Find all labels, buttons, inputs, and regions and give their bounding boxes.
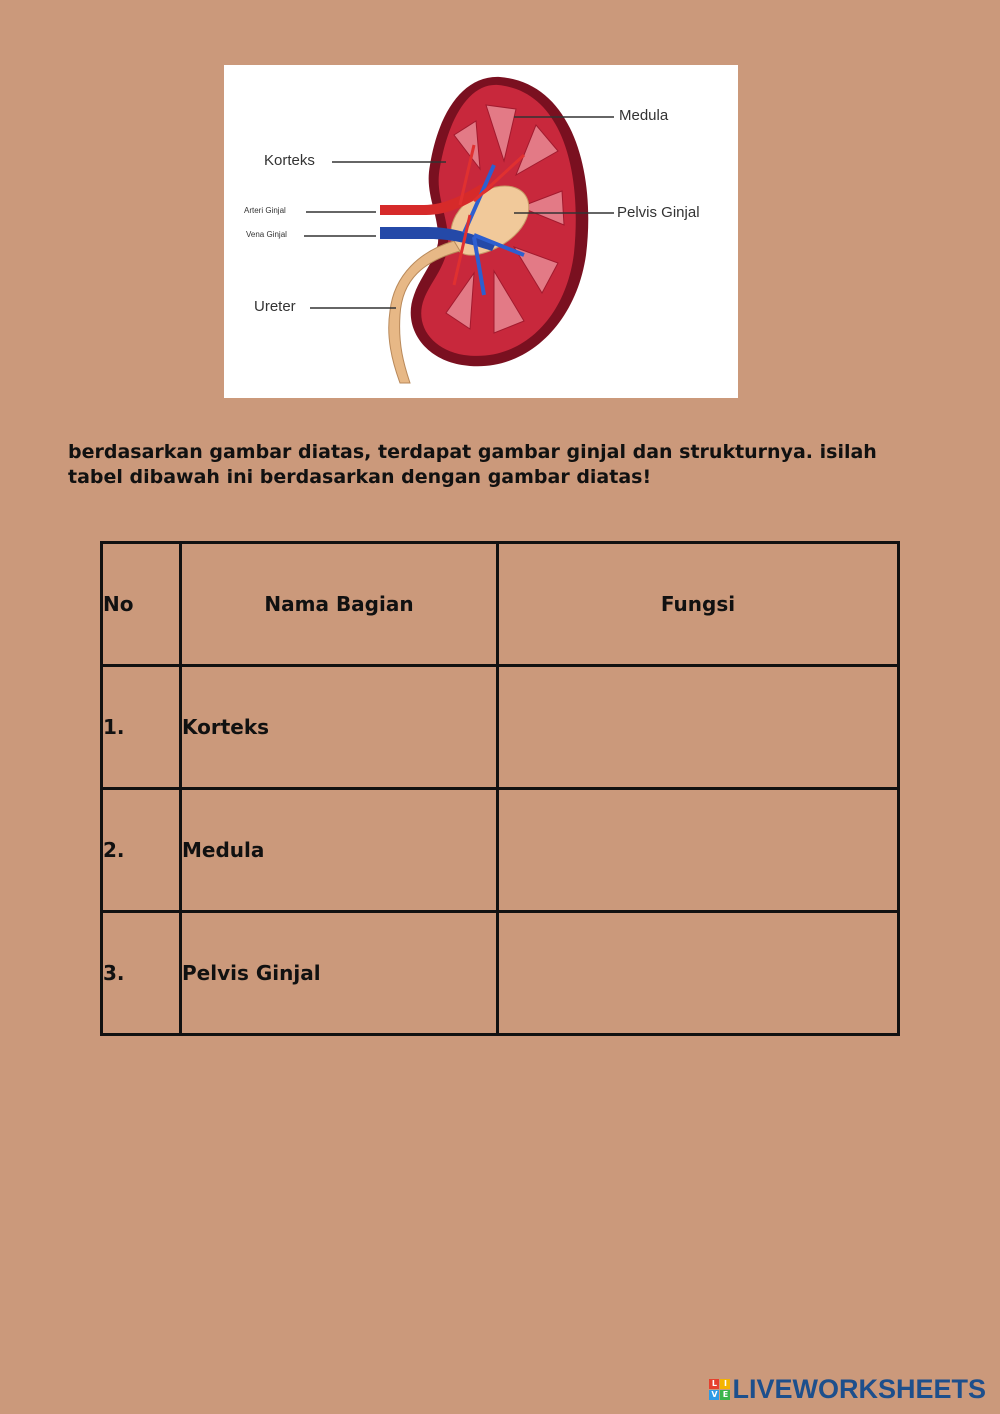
table-row bbox=[102, 666, 899, 789]
header-function: Fungsi bbox=[498, 543, 899, 666]
row-number: 1. bbox=[102, 666, 181, 789]
label-medula: Medula bbox=[619, 107, 669, 124]
instruction-text: berdasarkan gambar diatas, terdapat gambar ginjal dan strukturnya. isilah tabel dibawah ini berdasarkan dengan gambar diatas! bbox=[68, 441, 877, 488]
logo-mark-icon: L I V E bbox=[709, 1379, 730, 1400]
table-header-row bbox=[102, 543, 899, 666]
row-number: 3. bbox=[102, 912, 181, 1035]
logo-text: LIVEWORKSHEETS bbox=[732, 1373, 986, 1404]
header-no: No bbox=[102, 543, 181, 666]
worksheet-table bbox=[100, 541, 900, 1036]
row-part-name: Pelvis Ginjal bbox=[181, 912, 498, 1035]
table-row bbox=[102, 912, 899, 1035]
function-answer-cell[interactable] bbox=[498, 912, 899, 1035]
label-pelvis-ginjal: Pelvis Ginjal bbox=[617, 204, 700, 221]
row-part-name: Korteks bbox=[181, 666, 498, 789]
table-row bbox=[102, 789, 899, 912]
row-number: 2. bbox=[102, 789, 181, 912]
function-answer-cell[interactable] bbox=[498, 789, 899, 912]
label-vena-ginjal: Vena Ginjal bbox=[246, 230, 287, 239]
function-answer-cell[interactable] bbox=[498, 666, 899, 789]
header-name: Nama Bagian bbox=[181, 543, 498, 666]
liveworksheets-logo[interactable] bbox=[709, 1374, 986, 1404]
label-arteri-ginjal: Arteri Ginjal bbox=[244, 206, 286, 215]
kidney-figure bbox=[224, 65, 738, 398]
label-ureter: Ureter bbox=[254, 298, 296, 315]
row-part-name: Medula bbox=[181, 789, 498, 912]
label-korteks: Korteks bbox=[264, 152, 315, 169]
